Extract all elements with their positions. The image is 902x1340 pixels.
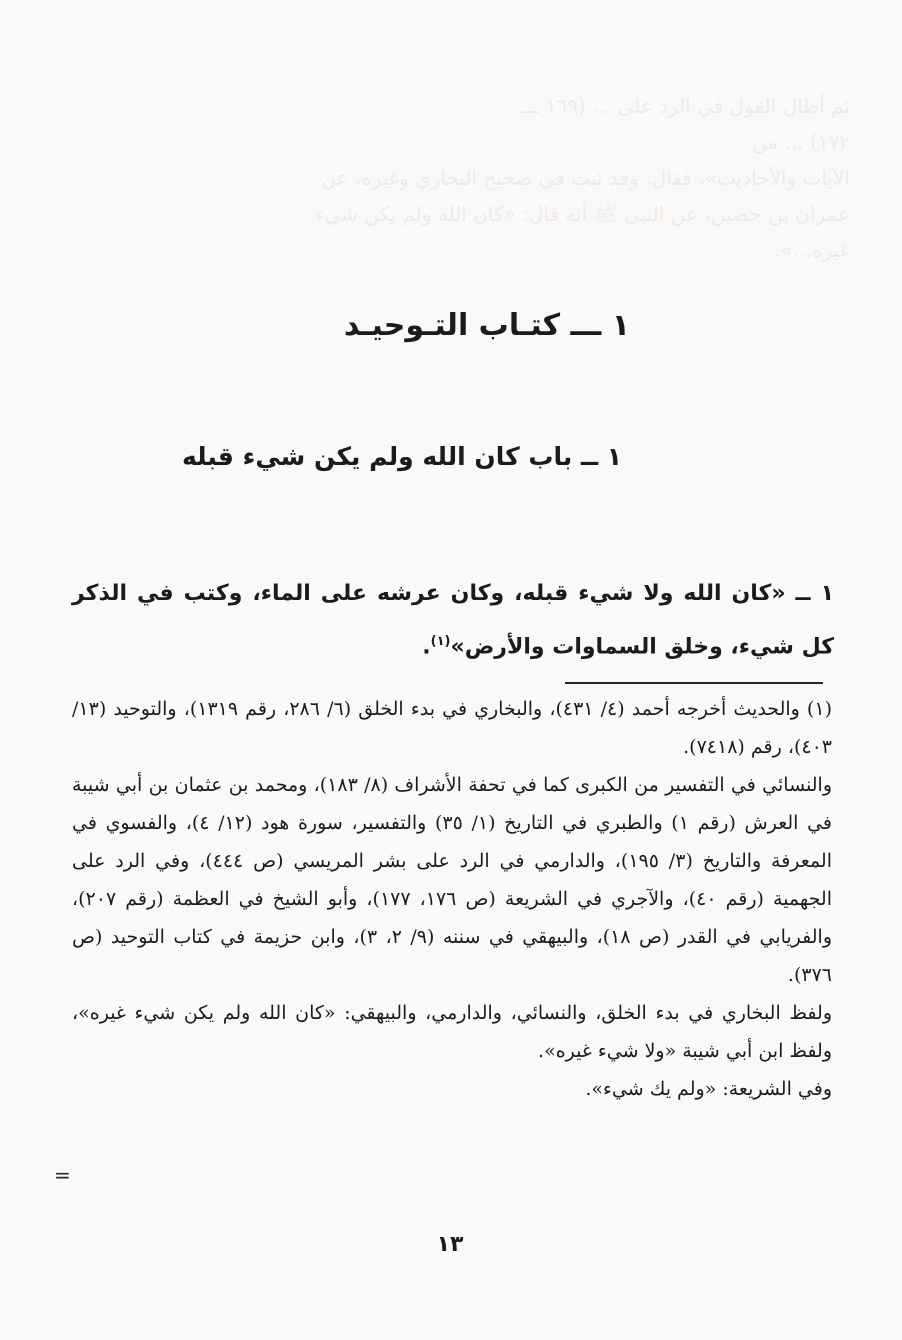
footnote-paragraph: والنسائي في التفسير من الكبرى كما في تحفة الأشراف (٨/ ١٨٣)، ومحمد بن عثمان بن أبي شيبة في العرش (رقم ١) والطبري في التاريخ (١/ ٣٥) والتفسير، سورة هود (١٢/ ٤)، والفسوي في المعرفة والتاريخ (٣/ ١٩٥)، والدارمي في الرد على بشر المريسي (ص ٤٤٤)، وفي الرد على الجهمية (رقم ٤٠)، والآجري في الشريعة (ص ١٧٦، ١٧٧)، وأبو الشيخ في العظمة (رقم ٢٠٧)، والفريابي في القدر (ص ١٨)، والبيهقي في سننه (٩/ ٢، ٣)، وابن حزيمة في كتاب التوحيد (ص ٣٧٦). (72, 774, 833, 986)
show-through-line: الآيات والأحاديث»، فقال: وقد ثبت في صحيح البخاري وغيره، عن (321, 166, 850, 190)
show-through-line: ثم أطال القول في الرد على ... (١٦٩ ـــ (521, 94, 850, 118)
page-number: ١٣ (436, 1232, 464, 1257)
hadith-end: . (422, 634, 431, 660)
book-heading: ١ ـــ كتـاب التـوحيـد (343, 308, 630, 343)
continuation-mark: = (54, 1163, 71, 1187)
hadith-text (72, 570, 834, 671)
show-through-line: غيره...». (774, 238, 850, 262)
footnote-reference: (١) (430, 634, 451, 649)
chapter-heading: ١ ــ باب كان الله ولم يكن شيء قبله (181, 442, 622, 471)
show-through-line: عمران بن حصين، عن النبي ﷺ أنه قال: «كان الله ولم يكن شيء (314, 202, 850, 226)
footnote-paragraph: ولفظ البخاري في بدء الخلق، والنسائي، والدارمي، والبيهقي: «كان الله ولم يكن شيء غيره»، ولفظ ابن أبي شيبة «ولا شيء غيره». (72, 1002, 832, 1062)
show-through-line: ١٧٢) ... من (752, 130, 850, 154)
footnote-paragraph: وفي الشريعة: «ولم يك شيء». (585, 1078, 832, 1100)
hadith-body: ١ ــ «كان الله ولا شيء قبله، وكان عرشه على الماء، وكتب في الذكر كل شيء، وخلق السماوات والأرض» (72, 581, 834, 660)
footnotes-section (72, 690, 832, 1108)
footnote-separator (565, 682, 823, 684)
footnote-1: (١) والحديث أخرجه أحمد (٤/ ٤٣١)، والبخاري في بدء الخلق (٦/ ٢٨٦، رقم ١٣١٩)، والتوحيد (١٣/ ٤٠٣)، رقم (٧٤١٨). (72, 698, 832, 758)
